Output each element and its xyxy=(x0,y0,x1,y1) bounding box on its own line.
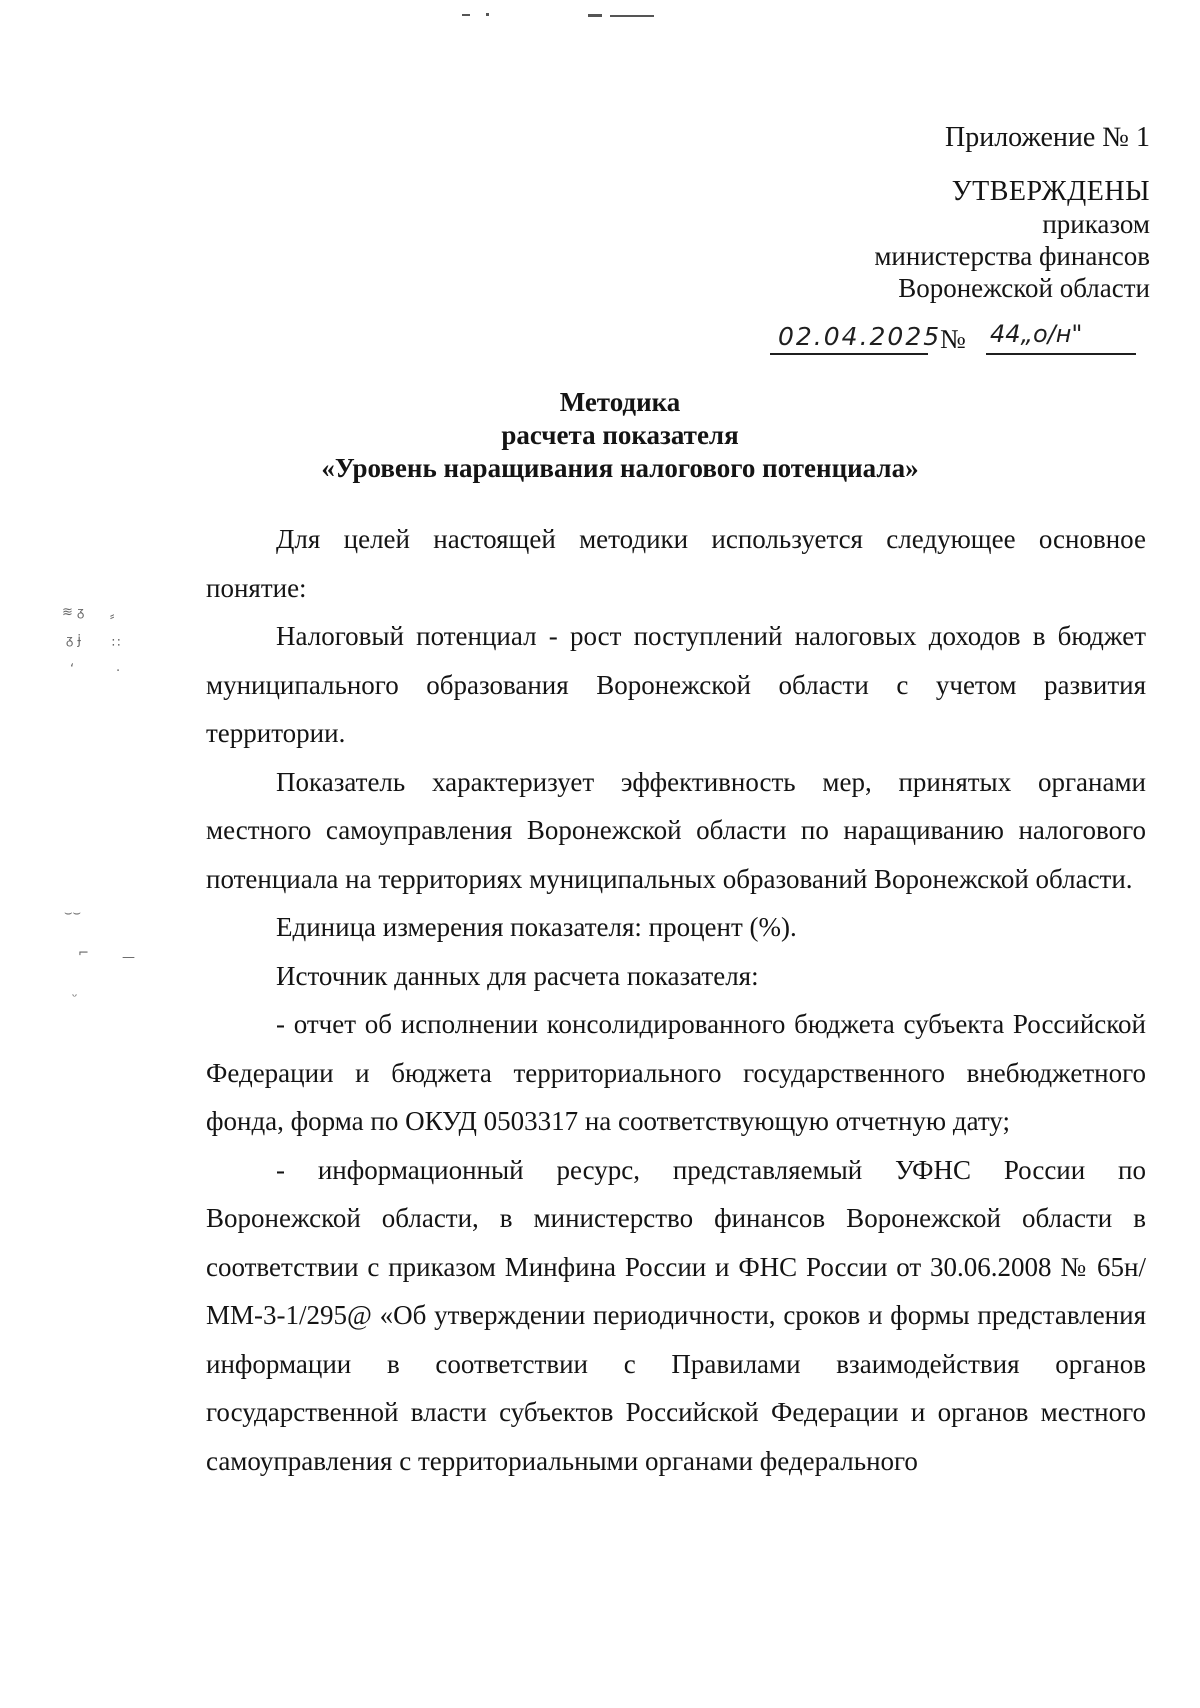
order-date-number-line xyxy=(750,320,1150,360)
scan-speck xyxy=(462,14,470,16)
approval-header xyxy=(630,122,1150,304)
title-line-1: Методика xyxy=(559,387,681,417)
annex-label: Приложение № 1 xyxy=(945,122,1150,153)
margin-mark: ⌐ xyxy=(78,946,89,961)
margin-mark: ≋ ᵹ xyxy=(62,605,85,620)
paragraph: Источник данных для расчета показателя: xyxy=(276,960,759,991)
document-body xyxy=(206,515,1146,1485)
paragraph: - информационный ресурс, представляемый УФНС России по Воронежской области, в министерство финансов Воронежской области в соответствии с приказом Минфина России и ФНС России от 30.06.2008 № 65н/ММ-3-1/295@ «Об утверждении периодичности, сроков и формы представления информации в соответствии с Правилами взаимодействия органов государственной власти субъектов Российской Федерации и органов местного самоуправления с территориальными органами федерального xyxy=(206,1154,1146,1476)
margin-mark: ⌣⌣ xyxy=(64,906,82,921)
margin-mark: — xyxy=(122,950,135,965)
date-underline xyxy=(770,353,928,355)
document-title xyxy=(190,386,1050,485)
margin-mark: · xyxy=(116,664,121,679)
number-underline xyxy=(986,353,1136,355)
paragraph: Налоговый потенциал - рост поступлений налоговых доходов в бюджет муниципального образования Воронежской области с учетом развития территории. xyxy=(206,621,1146,748)
header-line-region: Воронежской области xyxy=(898,273,1150,303)
approved-label: УТВЕРЖДЕНЫ xyxy=(951,176,1150,207)
margin-mark: ʻ xyxy=(70,662,75,677)
margin-mark: ∷ xyxy=(112,636,121,651)
handwritten-order-date: 02.04.2025 xyxy=(778,322,942,351)
paragraph: Для целей настоящей методики используется следующее основное понятие: xyxy=(206,524,1146,603)
paragraph: Показатель характеризует эффективность мер, принятых органами местного самоуправления Воронежской области по наращиванию налогового потенциала на территориях муниципальных образований Воронежской области. xyxy=(206,766,1146,894)
number-sign: № xyxy=(940,324,966,354)
margin-mark: ᵕ xyxy=(72,990,78,1005)
paragraph: Единица измерения показателя: процент (%). xyxy=(276,912,797,942)
scan-speck xyxy=(588,14,602,17)
scan-speck xyxy=(610,15,654,17)
handwritten-order-number: 44„о/н" xyxy=(990,320,1083,348)
header-line-order: приказом xyxy=(1042,209,1150,239)
scan-speck xyxy=(486,13,489,16)
margin-mark: ⸗ xyxy=(110,609,115,624)
header-line-ministry: министерства финансов xyxy=(874,241,1150,271)
paragraph: - отчет об исполнении консолидированного бюджета субъекта Российской Федерации и бюджета территориального государственного внебюджетного фонда, форма по ОКУД 0503317 на соответствующую отчетную дату; xyxy=(206,1009,1146,1136)
margin-mark: ᵹ ɉ xyxy=(66,633,81,648)
title-line-2: расчета показателя xyxy=(501,420,739,450)
title-line-3: «Уровень наращивания налогового потенциала» xyxy=(321,453,919,483)
